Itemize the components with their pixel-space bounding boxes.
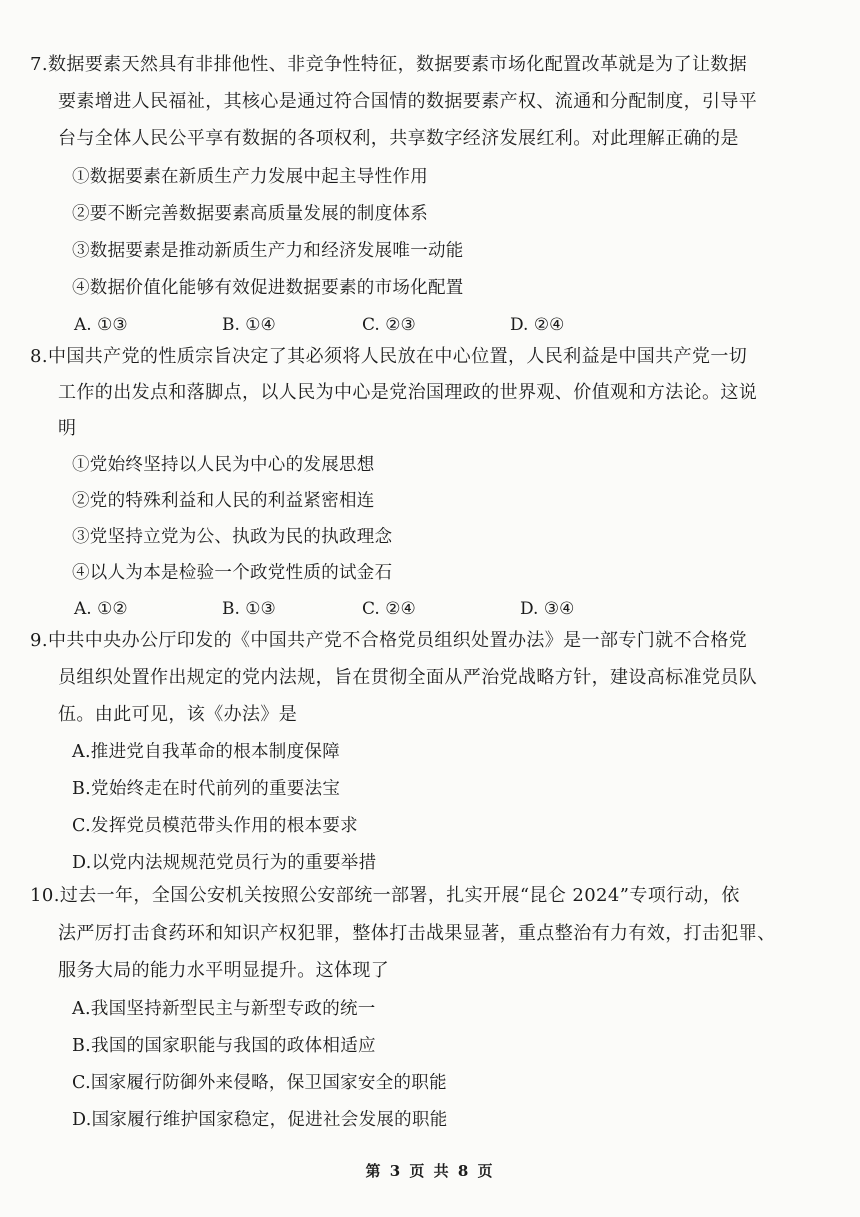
question-stem-line: 10.过去一年，全国公安机关按照公安部统一部署，扎实开展“昆仑 2024”专项行动，依: [30, 885, 740, 906]
statement-item: ③数据要素是推动新质生产力和经济发展唯一动能: [72, 241, 464, 261]
choice-d[interactable]: D.国家履行维护国家稳定，促进社会发展的职能: [72, 1110, 448, 1130]
question-stem-line: 法严厉打击食药环和知识产权犯罪，整体打击战果显著，重点整治有力有效，打击犯罪、: [58, 923, 776, 944]
choice-c[interactable]: C.国家履行防御外来侵略，保卫国家安全的职能: [72, 1073, 447, 1093]
choice-c[interactable]: C. ②③: [362, 315, 416, 335]
question-stem-line: 7.数据要素天然具有非排他性、非竞争性特征，数据要素市场化配置改革就是为了让数据: [30, 54, 748, 75]
choice-a[interactable]: A.推进党自我革命的根本制度保障: [72, 742, 340, 762]
choice-d[interactable]: D. ②④: [510, 315, 565, 335]
choice-b[interactable]: B.我国的国家职能与我国的政体相适应: [72, 1036, 376, 1056]
question-stem-line: 工作的出发点和落脚点，以人民为中心是党治国理政的世界观、价值观和方法论。这说: [58, 382, 758, 403]
choice-c[interactable]: C.发挥党员模范带头作用的根本要求: [72, 816, 358, 836]
page-footer: 第 3 页 共 8 页: [365, 1162, 495, 1180]
question-stem-line: 员组织处置作出规定的党内法规，旨在贯彻全面从严治党战略方针，建设高标准党员队: [58, 667, 758, 688]
choice-d[interactable]: D. ③④: [520, 599, 575, 619]
choice-a[interactable]: A. ①②: [74, 599, 128, 619]
choice-b[interactable]: B. ①③: [222, 599, 276, 619]
question-stem-line: 服务大局的能力水平明显提升。这体现了: [58, 960, 390, 981]
statement-item: ①数据要素在新质生产力发展中起主导性作用: [72, 167, 428, 187]
statement-item: ④数据价值化能够有效促进数据要素的市场化配置: [72, 278, 464, 298]
choice-b[interactable]: B. ①④: [222, 315, 276, 335]
question-stem-line: 台与全体人民公平享有数据的各项权利，共享数字经济发展红利。对此理解正确的是: [58, 128, 739, 149]
statement-item: ④以人为本是检验一个政党性质的试金石: [72, 563, 393, 583]
statement-item: ①党始终坚持以人民为中心的发展思想: [72, 455, 375, 475]
question-stem-line: 9.中共中央办公厅印发的《中国共产党不合格党员组织处置办法》是一部专门就不合格党: [30, 630, 748, 651]
choice-c[interactable]: C. ②④: [362, 599, 416, 619]
question-stem-line: 8.中国共产党的性质宗旨决定了其必须将人民放在中心位置，人民利益是中国共产党一切: [30, 346, 748, 367]
statement-item: ②要不断完善数据要素高质量发展的制度体系: [72, 204, 428, 224]
choice-d[interactable]: D.以党内法规规范党员行为的重要举措: [72, 853, 377, 873]
choice-b[interactable]: B.党始终走在时代前列的重要法宝: [72, 779, 341, 799]
question-stem-line: 伍。由此可见，该《办法》是: [58, 704, 298, 725]
question-stem-line: 要素增进人民福祉，其核心是通过符合国情的数据要素产权、流通和分配制度，引导平: [58, 91, 758, 112]
choice-a[interactable]: A. ①③: [74, 315, 128, 335]
statement-item: ②党的特殊利益和人民的利益紧密相连: [72, 491, 375, 511]
question-stem-line: 明: [58, 418, 77, 439]
statement-item: ③党坚持立党为公、执政为民的执政理念: [72, 527, 393, 547]
choice-a[interactable]: A.我国坚持新型民主与新型专政的统一: [72, 999, 376, 1019]
